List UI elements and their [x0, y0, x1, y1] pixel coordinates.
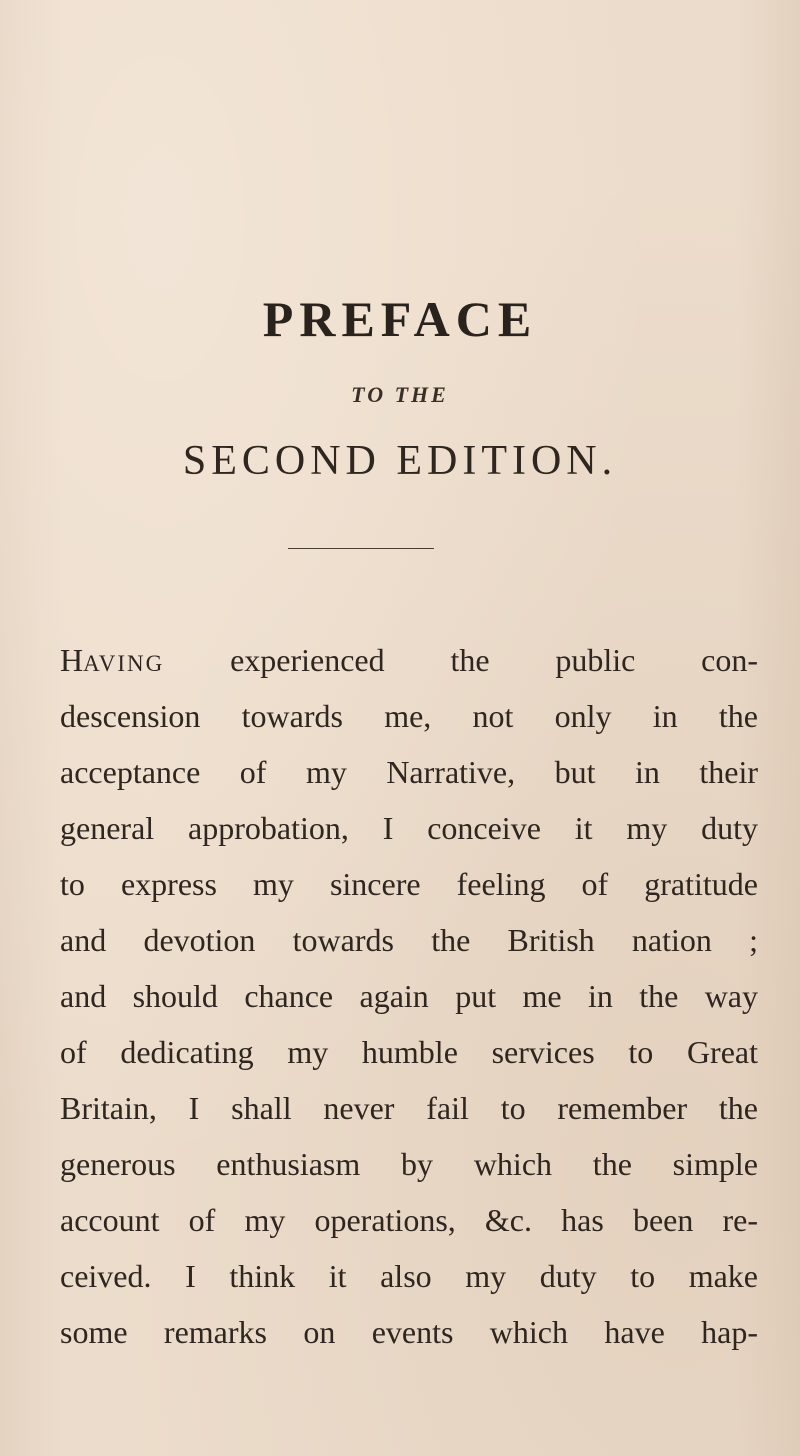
paragraph-line-3: acceptance of my Narrative, but in their — [60, 754, 758, 790]
paragraph-line-11: account of my operations, &c. has been re- — [60, 1202, 758, 1238]
opening-smallcaps: AVING — [83, 651, 165, 676]
paragraph-line-12: ceived. I think it also my duty to make — [60, 1258, 758, 1294]
edition-heading: SECOND EDITION. — [182, 438, 618, 484]
section-divider — [288, 548, 434, 549]
paragraph-line-9: Britain, I shall never fail to remember the — [60, 1090, 758, 1126]
opening-initial: H — [60, 642, 84, 678]
page-title: PREFACE — [262, 291, 538, 347]
preface-paragraph — [60, 632, 758, 1360]
paragraph-line-10: generous enthusiasm by which the simple — [60, 1146, 758, 1182]
first-line-text: experienced the public con- — [230, 642, 758, 678]
paragraph-line-1 — [60, 632, 758, 688]
paragraph-line-8: of dedicating my humble services to Great — [60, 1034, 758, 1070]
paragraph-line-7: and should chance again put me in the way — [60, 978, 758, 1014]
paragraph-line-2: descension towards me, not only in the — [60, 698, 758, 734]
paragraph-line-4: general approbation, I conceive it my duty — [60, 810, 758, 846]
paragraph-line-13: some remarks on events which have hap- — [60, 1314, 758, 1350]
paragraph-line-5: to express my sincere feeling of gratitude — [60, 866, 758, 902]
paragraph-line-6: and devotion towards the British nation ; — [60, 922, 758, 958]
page-subtitle: TO THE — [351, 382, 449, 407]
